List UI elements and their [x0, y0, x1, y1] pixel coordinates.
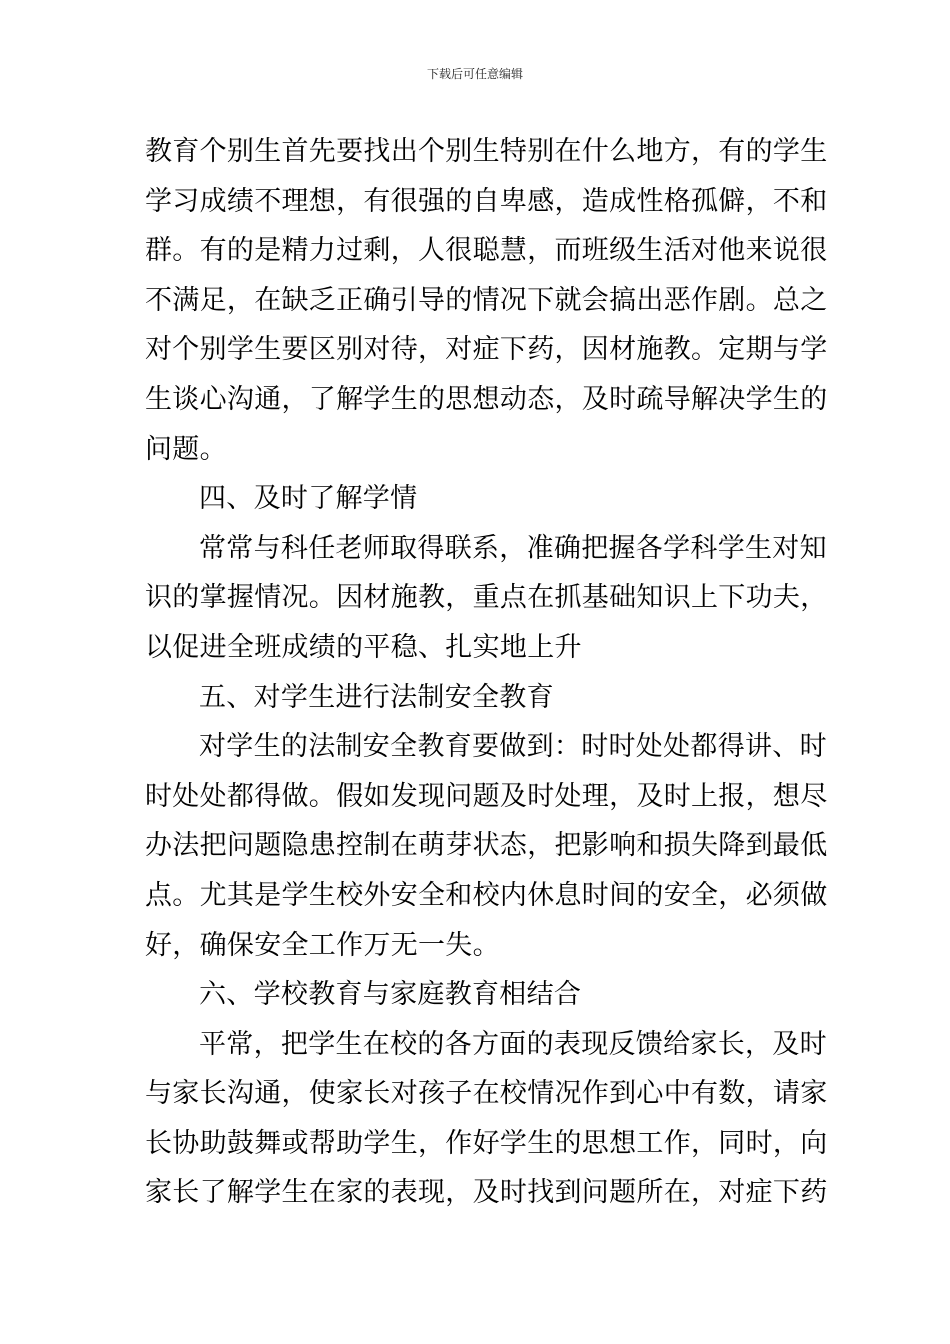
document-body	[145, 127, 828, 1218]
paragraph-line: 生谈心沟通，了解学生的思想动态，及时疏导解决学生的	[145, 383, 828, 415]
paragraph-line: 识的掌握情况。因材施教，重点在抓基础知识上下功夫，	[145, 582, 828, 614]
page-header-note: 下载后可任意编辑	[426, 67, 523, 81]
paragraph-line: 群。有的是精力过剩，人很聪慧，而班级生活对他来说很	[145, 235, 828, 267]
section-heading: 六、学校教育与家庭教育相结合	[199, 979, 582, 1011]
paragraph-line: 学习成绩不理想，有很强的自卑感，造成性格孤僻，不和	[145, 185, 828, 217]
paragraph-line: 办法把问题隐患控制在萌芽状态，把影响和损失降到最低	[145, 830, 828, 862]
paragraph-line: 教育个别生首先要找出个别生特别在什么地方，有的学生	[145, 136, 828, 167]
paragraph-line: 与家长沟通，使家长对孩子在校情况作到心中有数，请家	[145, 1078, 828, 1110]
paragraph-line: 家长了解学生在家的表现，及时找到问题所在，对症下药	[145, 1177, 828, 1209]
paragraph-line: 常常与科任老师取得联系，准确把握各学科学生对知	[199, 532, 827, 564]
paragraph-line: 不满足，在缺乏正确引导的情况下就会搞出恶作剧。总之	[145, 284, 828, 316]
paragraph-line: 好，确保安全工作万无一失。	[145, 929, 500, 961]
paragraph-line: 长协助鼓舞或帮助学生，作好学生的思想工作，同时，向	[145, 1127, 828, 1159]
paragraph-line: 对学生的法制安全教育要做到：时时处处都得讲、时	[199, 731, 827, 763]
paragraph-line: 问题。	[145, 433, 227, 465]
section-heading: 五、对学生进行法制安全教育	[199, 681, 554, 713]
paragraph-line: 对个别学生要区别对待，对症下药，因材施教。定期与学	[145, 334, 828, 366]
paragraph-line: 时处处都得做。假如发现问题及时处理，及时上报，想尽	[145, 780, 828, 812]
paragraph-line: 以促进全班成绩的平稳、扎实地上升	[145, 631, 582, 663]
paragraph-line: 点。尤其是学生校外安全和校内休息时间的安全，必须做	[145, 879, 828, 911]
section-heading: 四、及时了解学情	[199, 483, 418, 515]
paragraph-line: 平常，把学生在校的各方面的表现反馈给家长，及时	[199, 1028, 827, 1060]
